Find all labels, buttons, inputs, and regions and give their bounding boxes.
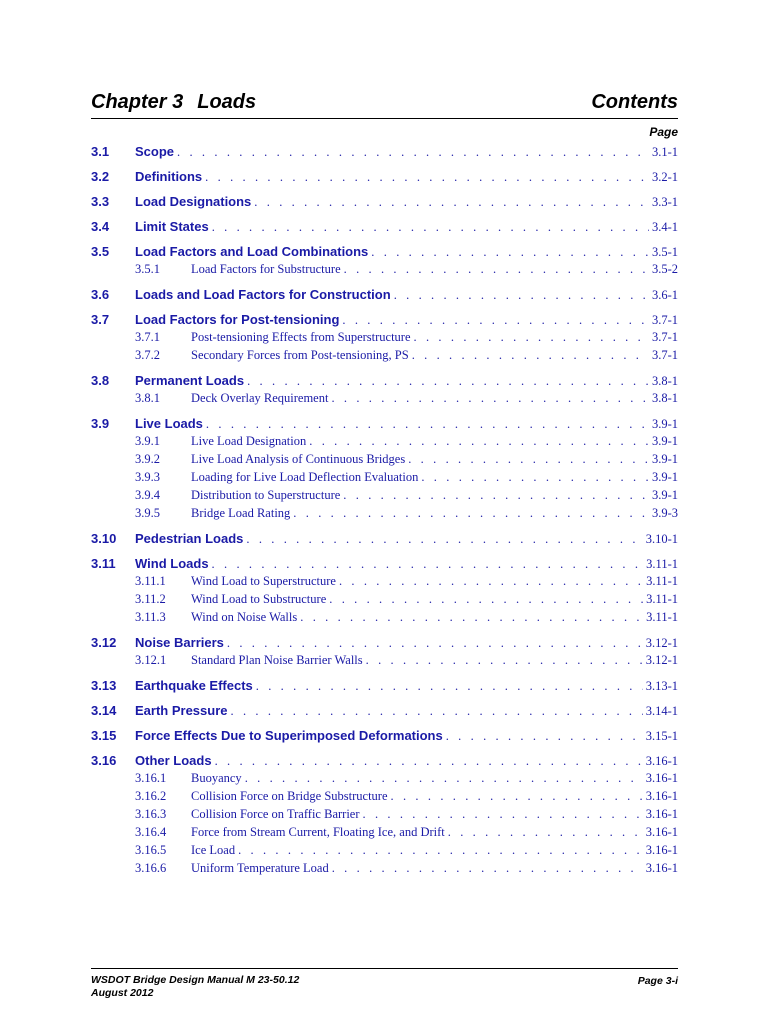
dot-leader <box>245 771 643 786</box>
dot-leader <box>414 330 649 345</box>
subsection-page: 3.16-1 <box>645 789 678 803</box>
subsection-title: Collision Force on Traffic Barrier <box>191 807 360 821</box>
toc-section <box>91 144 678 162</box>
subsection-number: 3.16.6 <box>135 861 167 875</box>
dot-leader <box>329 592 643 607</box>
toc-subentry-link[interactable] <box>91 807 678 825</box>
subsection-number: 3.16.1 <box>135 771 167 785</box>
subsection-page: 3.16-1 <box>645 771 678 785</box>
toc-subentry-link[interactable] <box>91 488 678 506</box>
dot-leader <box>231 704 643 719</box>
section-title: Live Loads <box>135 416 203 431</box>
subsection-title: Wind on Noise Walls <box>191 610 298 624</box>
section-title: Load Designations <box>135 194 252 209</box>
dot-leader <box>300 610 643 625</box>
section-title: Earth Pressure <box>135 703 228 718</box>
page-footer <box>91 968 678 1000</box>
subsection-page: 3.8-1 <box>651 391 678 405</box>
section-title: Earthquake Effects <box>135 678 253 693</box>
section-number: 3.4 <box>91 219 110 234</box>
section-page: 3.6-1 <box>651 288 678 302</box>
toc-subentry-link[interactable] <box>91 843 678 861</box>
section-title: Load Factors and Load Combinations <box>135 244 369 259</box>
subsection-number: 3.7.2 <box>135 348 160 362</box>
subsection-page: 3.16-1 <box>645 825 678 839</box>
dot-leader <box>391 789 643 804</box>
dot-leader <box>293 506 649 521</box>
toc-section <box>91 194 678 212</box>
toc-section <box>91 312 678 366</box>
section-page: 3.13-1 <box>645 679 678 693</box>
section-title: Scope <box>135 144 175 159</box>
dot-leader <box>366 653 643 668</box>
subsection-title: Load Factors for Substructure <box>191 262 341 276</box>
subsection-number: 3.16.2 <box>135 789 167 803</box>
dot-leader <box>246 532 642 547</box>
subsection-number: 3.9.1 <box>135 434 160 448</box>
toc-section <box>91 169 678 187</box>
section-page: 3.8-1 <box>651 374 678 388</box>
toc-entry-link[interactable] <box>91 703 678 721</box>
section-number: 3.3 <box>91 194 110 209</box>
dot-leader <box>227 636 643 651</box>
toc-section <box>91 287 678 305</box>
section-number: 3.16 <box>91 753 117 768</box>
subsection-page: 3.11-1 <box>646 592 678 606</box>
section-page: 3.7-1 <box>651 313 678 327</box>
subsection-number: 3.8.1 <box>135 391 160 405</box>
subsection-number: 3.16.3 <box>135 807 167 821</box>
dot-leader <box>212 220 649 235</box>
dot-leader <box>344 262 649 277</box>
section-title: Loads and Load Factors for Construction <box>135 287 391 302</box>
toc-subentry-link[interactable] <box>91 391 678 409</box>
chapter-heading <box>91 91 256 114</box>
subsection-number: 3.9.2 <box>135 452 160 466</box>
subsection-title: Loading for Live Load Deflection Evaluation <box>191 470 419 484</box>
section-number: 3.12 <box>91 635 117 650</box>
section-number: 3.7 <box>91 312 110 327</box>
subsection-number: 3.11.2 <box>135 592 166 606</box>
toc-subentry-link[interactable] <box>91 434 678 452</box>
toc-section <box>91 373 678 409</box>
toc-subentry-link[interactable] <box>91 506 678 524</box>
subsection-number: 3.5.1 <box>135 262 160 276</box>
section-page: 3.4-1 <box>651 220 678 234</box>
subsection-number: 3.9.5 <box>135 506 160 520</box>
subsection-page: 3.9-1 <box>651 452 678 466</box>
footer-manual: WSDOT Bridge Design Manual M 23-50.12 <box>91 974 300 986</box>
toc-subentry-link[interactable] <box>91 592 678 610</box>
section-number: 3.5 <box>91 244 110 259</box>
section-page: 3.15-1 <box>645 729 678 743</box>
dot-leader <box>215 754 643 769</box>
subsection-title: Ice Load <box>191 843 236 857</box>
subsection-title: Wind Load to Superstructure <box>191 574 336 588</box>
section-page: 3.12-1 <box>645 636 678 650</box>
subsection-page: 3.16-1 <box>645 807 678 821</box>
subsection-title: Wind Load to Substructure <box>191 592 327 606</box>
section-number: 3.8 <box>91 373 110 388</box>
section-title: Noise Barriers <box>135 635 224 650</box>
subsection-page: 3.9-3 <box>651 506 678 520</box>
subsection-title: Secondary Forces from Post-tensioning, PS <box>191 348 409 362</box>
section-page: 3.16-1 <box>645 754 678 768</box>
toc-entry-link[interactable] <box>91 244 678 262</box>
dot-leader <box>446 729 643 744</box>
section-title: Pedestrian Loads <box>135 531 244 546</box>
dot-leader <box>421 470 649 485</box>
subsection-number: 3.12.1 <box>135 653 167 667</box>
toc-entry-link[interactable] <box>91 416 678 434</box>
toc-section <box>91 219 678 237</box>
toc-entry-link[interactable] <box>91 728 678 746</box>
toc-entry-link[interactable] <box>91 194 678 212</box>
toc-subentry-link[interactable] <box>91 825 678 843</box>
subsection-page: 3.7-1 <box>651 348 678 362</box>
subsection-title: Live Load Analysis of Continuous Bridges <box>191 452 406 466</box>
section-number: 3.10 <box>91 531 117 546</box>
subsection-title: Uniform Temperature Load <box>191 861 329 875</box>
section-title: Permanent Loads <box>135 373 245 388</box>
toc-subentry-link[interactable] <box>91 771 678 789</box>
section-page: 3.5-1 <box>651 245 678 259</box>
dot-leader <box>309 434 649 449</box>
subsection-title: Distribution to Superstructure <box>191 488 341 502</box>
subsection-title: Standard Plan Noise Barrier Walls <box>191 653 363 667</box>
dot-leader <box>363 807 643 822</box>
subsection-number: 3.16.5 <box>135 843 167 857</box>
toc-entry-link[interactable] <box>91 373 678 391</box>
toc-subentry-link[interactable] <box>91 574 678 592</box>
section-title: Definitions <box>135 169 203 184</box>
dot-leader <box>339 574 643 589</box>
toc-entry-link[interactable] <box>91 635 678 653</box>
section-number: 3.9 <box>91 416 110 431</box>
subsection-page: 3.16-1 <box>645 843 678 857</box>
dot-leader <box>408 452 649 467</box>
dot-leader <box>256 679 643 694</box>
subsection-page: 3.7-1 <box>651 330 678 344</box>
subsection-number: 3.9.3 <box>135 470 160 484</box>
toc-entry-link[interactable] <box>91 312 678 330</box>
toc-section <box>91 556 678 628</box>
section-page: 3.14-1 <box>645 704 678 718</box>
section-title: Load Factors for Post-tensioning <box>135 312 340 327</box>
subsection-page: 3.9-1 <box>651 434 678 448</box>
section-page: 3.10-1 <box>645 532 678 546</box>
subsection-number: 3.9.4 <box>135 488 160 502</box>
subsection-page: 3.11-1 <box>646 610 678 624</box>
toc-subentry-link[interactable] <box>91 452 678 470</box>
subsection-title: Buoyancy <box>191 771 242 785</box>
section-page: 3.3-1 <box>651 195 678 209</box>
section-title: Limit States <box>135 219 209 234</box>
subsection-number: 3.16.4 <box>135 825 167 839</box>
contents-heading: Contents <box>591 91 678 113</box>
toc-section <box>91 678 678 696</box>
dot-leader <box>212 557 644 572</box>
subsection-page: 3.9-1 <box>651 488 678 502</box>
toc-subentry-link[interactable] <box>91 262 678 280</box>
toc-section <box>91 416 678 524</box>
dot-leader <box>394 288 649 303</box>
subsection-title: Collision Force on Bridge Substructure <box>191 789 388 803</box>
toc-subentry-link[interactable] <box>91 861 678 879</box>
dot-leader <box>448 825 643 840</box>
subsection-page: 3.16-1 <box>645 861 678 875</box>
toc-subentry-link[interactable] <box>91 348 678 366</box>
subsection-title: Bridge Load Rating <box>191 506 291 520</box>
section-number: 3.14 <box>91 703 117 718</box>
toc-entry-link[interactable] <box>91 556 678 574</box>
section-title: Other Loads <box>135 753 212 768</box>
toc-entry-link[interactable] <box>91 531 678 549</box>
toc-subentry-link[interactable] <box>91 789 678 807</box>
subsection-title: Post-tensioning Effects from Superstructure <box>191 330 411 344</box>
dot-leader <box>332 861 643 876</box>
section-title: Force Effects Due to Superimposed Deformations <box>135 728 443 743</box>
dot-leader <box>177 145 649 160</box>
toc-section <box>91 753 678 879</box>
section-number: 3.1 <box>91 144 110 159</box>
toc-subentry-link[interactable] <box>91 470 678 488</box>
section-page: 3.11-1 <box>646 557 678 571</box>
toc-entry-link[interactable] <box>91 287 678 305</box>
chapter-title: Loads <box>197 91 257 113</box>
toc-section <box>91 244 678 280</box>
toc-subentry-link[interactable] <box>91 330 678 348</box>
dot-leader <box>343 488 649 503</box>
subsection-page: 3.11-1 <box>646 574 678 588</box>
toc-section <box>91 635 678 671</box>
dot-leader <box>206 417 649 432</box>
table-of-contents <box>91 144 678 886</box>
footer-date: August 2012 <box>91 987 154 999</box>
footer-page-number: Page 3-i <box>637 975 678 987</box>
toc-subentry-link[interactable] <box>91 653 678 671</box>
toc-section <box>91 728 678 746</box>
dot-leader <box>238 843 643 858</box>
subsection-page: 3.12-1 <box>645 653 678 667</box>
section-number: 3.13 <box>91 678 117 693</box>
section-number: 3.11 <box>91 556 116 571</box>
subsection-page: 3.9-1 <box>651 470 678 484</box>
chapter-label: Chapter 3 <box>91 91 184 113</box>
dot-leader <box>371 245 649 260</box>
dot-leader <box>205 170 649 185</box>
dot-leader <box>412 348 649 363</box>
section-page: 3.1-1 <box>651 145 678 159</box>
section-number: 3.15 <box>91 728 117 743</box>
page-column-label: Page <box>649 125 678 139</box>
subsection-title: Live Load Designation <box>191 434 307 448</box>
section-title: Wind Loads <box>135 556 209 571</box>
section-page: 3.9-1 <box>651 417 678 431</box>
subsection-number: 3.11.1 <box>135 574 166 588</box>
subsection-number: 3.11.3 <box>135 610 166 624</box>
section-number: 3.2 <box>91 169 110 184</box>
toc-entry-link[interactable] <box>91 169 678 187</box>
toc-section <box>91 703 678 721</box>
subsection-page: 3.5-2 <box>651 262 678 276</box>
dot-leader <box>247 374 649 389</box>
toc-entry-link[interactable] <box>91 219 678 237</box>
toc-section <box>91 531 678 549</box>
toc-entry-link[interactable] <box>91 678 678 696</box>
subsection-number: 3.7.1 <box>135 330 160 344</box>
dot-leader <box>342 313 649 328</box>
page-header <box>91 88 678 119</box>
section-number: 3.6 <box>91 287 110 302</box>
toc-entry-link[interactable] <box>91 144 678 162</box>
subsection-title: Deck Overlay Requirement <box>191 391 329 405</box>
toc-entry-link[interactable] <box>91 753 678 771</box>
subsection-title: Force from Stream Current, Floating Ice, and Drift <box>191 825 445 839</box>
toc-subentry-link[interactable] <box>91 610 678 628</box>
dot-leader <box>331 391 649 406</box>
section-page: 3.2-1 <box>651 170 678 184</box>
dot-leader <box>254 195 649 210</box>
